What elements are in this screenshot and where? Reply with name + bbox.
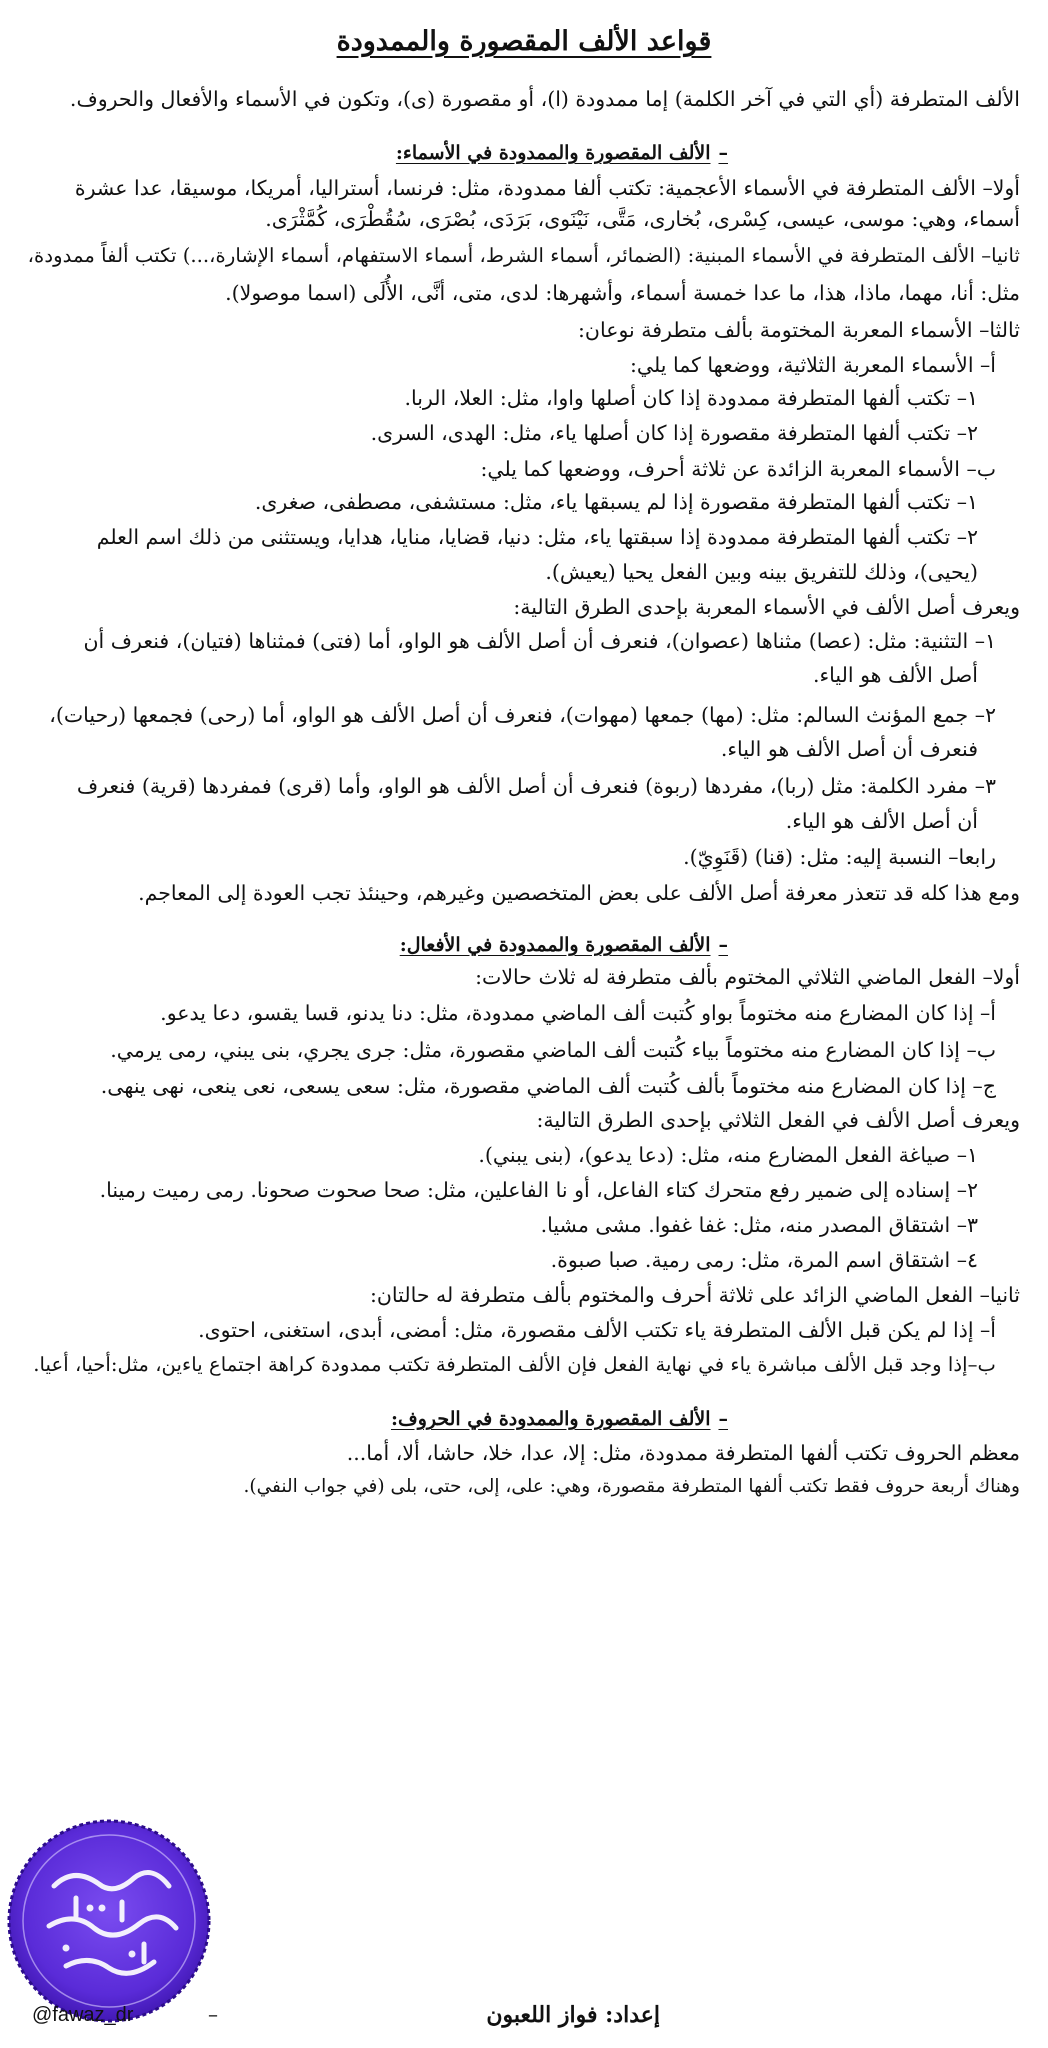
- section-heading-names: –الألف المقصورة والممدودة في الأسماء:: [395, 142, 728, 164]
- section-heading-letters-text: الألف المقصورة والممدودة في الحروف:: [390, 1408, 711, 1430]
- text-line: أ– إذا كان المضارع منه مختوماً بواو كُتبت ألف الماضي ممدودة، مثل: دنا يدنو، قسا يقسو، دعا يدعو.: [160, 1001, 996, 1025]
- text-line: ١– التثنية: مثل: (عصا) مثناها (عصوان)، فنعرف أن أصل الألف هو الواو، أما (فتى) فمثناها (فتيان)، فنعرف أن: [83, 629, 996, 653]
- author-credit: [486, 2002, 660, 2028]
- section-heading-letters: –الألف المقصورة والممدودة في الحروف:: [390, 1408, 728, 1430]
- text-line: أ– إذا لم يكن قبل الألف المتطرفة ياء تكتب الألف مقصورة، مثل: أمضى، أبدى، استغنى، احتوى.: [198, 1318, 996, 1342]
- prepared-label: إعداد:: [605, 2002, 660, 2028]
- author-name: فواز اللعبون: [486, 2002, 598, 2028]
- text-line: ٢– جمع المؤنث السالم: مثل: (مها) جمعها (مهوات)، فنعرف أن أصل الألف هو الواو، أما (رحى) فجمعها (رحيات)،: [49, 703, 996, 727]
- text-line: ب– الأسماء المعربة الزائدة عن ثلاثة أحرف، ووضعها كما يلي:: [480, 457, 996, 481]
- separator-dash: –: [208, 2002, 218, 2026]
- text-line: ١– صياغة الفعل المضارع منه، مثل: (دعا يدعو)، (بنى يبني).: [478, 1143, 978, 1167]
- text-line: ب–إذا وجد قبل الألف مباشرة ياء في نهاية الفعل فإن الألف المتطرفة تكتب ممدودة كراهة اجتماع ياءين، مثل:أحيا، أعيا.: [33, 1353, 996, 1376]
- text-line: ج– إذا كان المضارع منه مختوماً بألف كُتبت ألف الماضي مقصورة، مثل: سعى يسعى، نعى ينعى، نهى ينهى.: [100, 1074, 996, 1098]
- text-line: أولا– الألف المتطرفة في الأسماء الأعجمية: تكتب ألفا ممدودة، مثل: فرنسا، أستراليا، أمريكا، موسيقا، عدا عشرة: [74, 176, 1020, 200]
- text-line: وهناك أربعة حروف فقط تكتب ألفها المتطرفة مقصورة، وهي: على، إلى، حتى، بلى (في جواب النفي).: [243, 1476, 1020, 1497]
- text-line: (يحيى)، وذلك للتفريق بينه وبين الفعل يحيا (يعيش).: [545, 560, 978, 584]
- section-heading-verbs: –الألف المقصورة والممدودة في الأفعال:: [399, 934, 728, 956]
- text-line: أصل الألف هو الياء.: [813, 663, 978, 687]
- text-line: ٢– تكتب ألفها المتطرفة ممدودة إذا سبقتها ياء، مثل: دنيا، قضايا، منايا، هدايا، ويستثنى من ذلك اسم العلم: [96, 525, 978, 549]
- text-line: ثالثا– الأسماء المعربة المختومة بألف متطرفة نوعان:: [578, 318, 1020, 342]
- text-line: ومع هذا كله قد تتعذر معرفة أصل الألف على بعض المتخصصين وغيرهم، وحينئذ تجب العودة إلى المعاجم.: [138, 881, 1020, 905]
- text-line: أولا– الفعل الماضي الثلاثي المختوم بألف متطرفة له ثلاث حالات:: [475, 965, 1020, 989]
- text-line: ١– تكتب ألفها المتطرفة ممدودة إذا كان أصلها واوا، مثل: العلا، الربا.: [404, 386, 978, 410]
- text-line: ١– تكتب ألفها المتطرفة مقصورة إذا لم يسبقها ياء، مثل: مستشفى، مصطفى، صغرى.: [254, 490, 978, 514]
- text-line: مثل: أنا، مهما، ماذا، هذا، ما عدا خمسة أسماء، وأشهرها: لدى، متى، أنَّى، الأُلَى (اسما موصولا).: [225, 281, 1020, 305]
- text-line: ٤– اشتقاق اسم المرة، مثل: رمى رمية. صبا صبوة.: [550, 1248, 978, 1272]
- section-heading-names-text: الألف المقصورة والممدودة في الأسماء:: [395, 142, 711, 164]
- text-line: ٢– تكتب ألفها المتطرفة مقصورة إذا كان أصلها ياء، مثل: الهدى، السرى.: [370, 421, 978, 445]
- text-line: ٣– مفرد الكلمة: مثل (ربا)، مفردها (ربوة) فنعرف أن أصل الألف هو الواو، وأما (قرى) فمفردها (قرية) فنعرف: [76, 774, 996, 798]
- text-line: أ– الأسماء المعربة الثلاثية، ووضعها كما يلي:: [629, 353, 996, 377]
- footer: [28, 2002, 1020, 2038]
- signature-seal: [4, 1816, 214, 2026]
- text-line: فنعرف أن أصل الألف هو الياء.: [720, 737, 978, 761]
- intro-paragraph: الألف المتطرفة (أي التي في آخر الكلمة) إما ممدودة (ا)، أو مقصورة (ى)، وتكون في الأسماء والأفعال والحروف.: [69, 87, 1020, 111]
- text-line: ويعرف أصل الألف في الفعل الثلاثي بإحدى الطرق التالية:: [536, 1108, 1020, 1132]
- author-handle[interactable]: @fawaz_dr: [32, 2004, 134, 2026]
- text-line: ويعرف أصل الألف في الأسماء المعربة بإحدى الطرق التالية:: [513, 595, 1020, 619]
- text-line: أن أصل الألف هو الياء.: [785, 809, 978, 833]
- text-line: ٢– إسناده إلى ضمير رفع متحرك كتاء الفاعل، أو نا الفاعلين، مثل: صحا صحوت صحونا. رمى رميت رمينا.: [99, 1178, 978, 1202]
- text-line: ب– إذا كان المضارع منه مختوماً بياء كُتبت ألف الماضي مقصورة، مثل: جرى يجري، بنى يبني، رمى يرمي.: [110, 1038, 996, 1062]
- text-line: أسماء، وهي: موسى، عيسى، كِسْرى، بُخارى، مَتَّى، نَيْنَوى، بَرَدَى، بُصْرَى، سُقُطْرَى، كُمَّثْرَى.: [265, 207, 1020, 231]
- text-line: ثانيا– الفعل الماضي الزائد على ثلاثة أحرف والمختوم بألف متطرفة له حالتان:: [369, 1283, 1020, 1307]
- text-line: ٣– اشتقاق المصدر منه، مثل: غفا غفوا. مشى مشيا.: [540, 1213, 978, 1237]
- text-line: ثانيا– الألف المتطرفة في الأسماء المبنية: (الضمائر، أسماء الشرط، أسماء الاستفهام، أسماء الإشارة،...) تكتب ألفاً ممدودة،: [27, 244, 1020, 267]
- text-line: معظم الحروف تكتب ألفها المتطرفة ممدودة، مثل: إلا، عدا، خلا، حاشا، ألا، أما...: [346, 1441, 1020, 1465]
- section-heading-verbs-text: الألف المقصورة والممدودة في الأفعال:: [399, 934, 711, 956]
- text-line: رابعا– النسبة إليه: مثل: (قنا) (قَنَوِيّ).: [683, 845, 996, 869]
- page-title: قواعد الألف المقصورة والممدودة: [336, 26, 712, 57]
